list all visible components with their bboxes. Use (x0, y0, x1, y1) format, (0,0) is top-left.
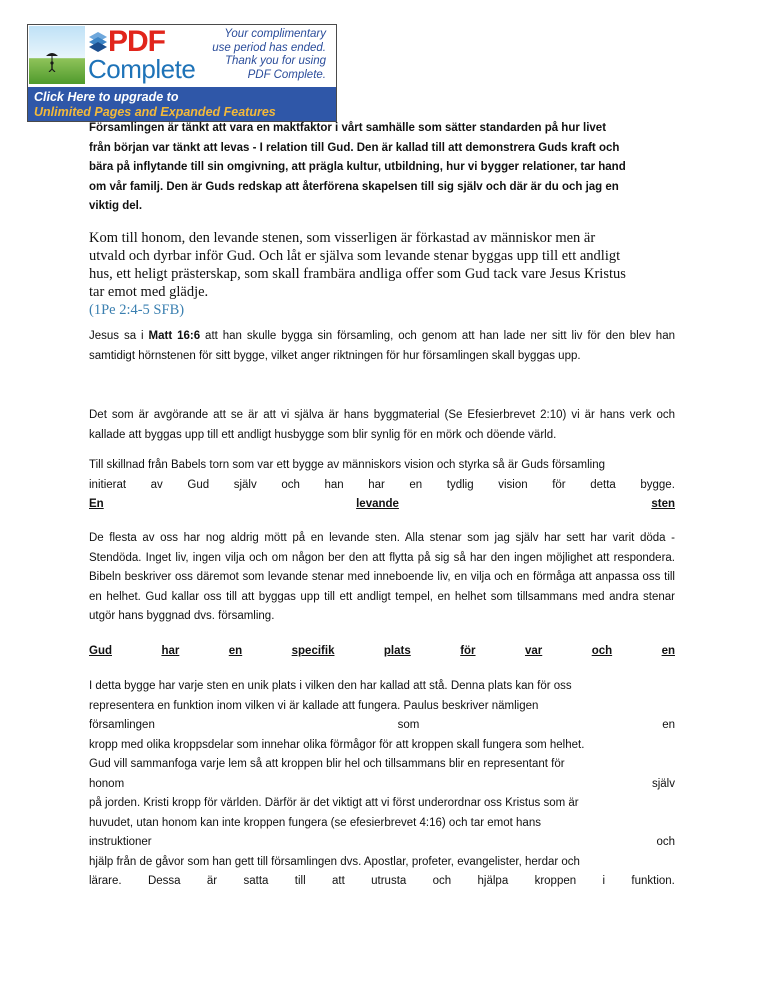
paragraph-levande-stenar: De flesta av oss har nog aldrig mött på en levande sten. Alla stenar som jag själv har sett har varit döda - Stendöda. Inget liv, ingen vilja och om någon ber den att flytta på sig så har den ingen möjlighet att respondera. Bibeln beskriver oss däremot som levande stenar med inneboende liv, en vilja och en förmåga att anpassa oss till en helhet. Gud kallar oss till att byggas upp till ett andligt tempel, en helhet som tillsammans med andra stenar utgör hans byggnad dvs. församling. (89, 532, 675, 622)
word: församlingen (89, 719, 155, 731)
trial-message (186, 28, 326, 82)
word: initierat (89, 478, 127, 491)
word: en (662, 719, 675, 731)
word: är (206, 875, 218, 887)
word: att (331, 875, 345, 887)
para5-line: på jorden. Kristi kropp för världen. Därför är det viktigt att vi först underordnar oss Kristus som är (89, 797, 579, 809)
heading-word: för (460, 645, 476, 657)
paragraph-babels-torn (89, 456, 675, 515)
word: bygge. (640, 478, 675, 491)
intro-line: Församlingen är tänkt att vara en maktfaktor i vårt samhälle som sätter standarden på hur livet (89, 122, 607, 134)
pdf-complete-banner[interactable] (27, 24, 337, 122)
scripture-quote (89, 229, 675, 319)
word: han (324, 478, 344, 491)
paragraph-matt (89, 327, 675, 366)
heading-word: plats (383, 645, 411, 657)
trial-message-line: use period has ended. (212, 41, 326, 54)
para5-line: representera en funktion inom vilken vi är kallade att fungera. Paulus beskriver nämligen (89, 699, 539, 712)
word: själv (651, 777, 675, 790)
para5-line: kropp med olika kroppsdelar som innehar olika förmågor för att kroppen skall fungera som helhet. (89, 738, 585, 751)
heading-levande-sten (89, 495, 675, 515)
word: själv (233, 478, 257, 491)
scripture-reference: (1Pe 2:4-5 SFB) (89, 302, 185, 318)
para5-line: hjälp från de gåvor som han gett till församlingen dvs. Apostlar, profeter, evangelister, herdar och (89, 855, 580, 868)
para1-pre: Jesus sa i (89, 330, 149, 342)
word: för (552, 478, 566, 491)
brand-complete: Complete (88, 54, 196, 84)
heading-word: en (228, 645, 243, 657)
scripture-line: utvald och dyrbar inför Gud. Och låt er själva som levande stenar byggas upp till ett andligt (89, 248, 621, 264)
heading-word: var (524, 645, 543, 657)
intro-line: bära på inflytande till sin omgivning, att prägla kultur, utbildning, hur vi bygger relationer, tar hand (89, 161, 626, 173)
figure-icon (45, 50, 59, 72)
word: honom (89, 777, 125, 790)
pdf-complete-logo-icon (88, 31, 108, 53)
word: och (432, 875, 452, 887)
heading-word: en (661, 645, 675, 657)
banner-top (28, 25, 336, 87)
upgrade-link[interactable] (28, 87, 336, 121)
paragraph-unik-plats (89, 677, 675, 892)
word: hjälpa (477, 875, 509, 887)
word: Gud (187, 478, 210, 491)
scripture-line: tar emot med glädje. (89, 284, 209, 300)
word: tydlig (446, 478, 474, 491)
brand-pdf: PDF (108, 25, 165, 58)
paragraph-byggmaterial: Det som är avgörande att se är att vi själva är hans byggmaterial (Se Efesierbrevet 2:10) vi är hans verk och kallade att byggas upp till ett andligt husbygge som blir synlig för en mörk och döende värld. (89, 409, 675, 441)
word: har (368, 478, 385, 491)
para3-line: Till skillnad från Babels torn som var ett bygge av människors vision och styrka så är Guds församling (89, 459, 606, 471)
para1-post: att han skulle bygga sin församling, och genom att han lade ner sitt liv för den blev han samtidigt hörnstenen för sitt bygge, vilket anger riktningen för hur församlingen skall byggas upp. (89, 330, 675, 362)
heading-word: och (591, 645, 613, 657)
intro-paragraph (89, 119, 675, 217)
scripture-line: hus, ett heligt prästerskap, som skall frambära andliga offer som Gud tack vare Jesus Kristus (89, 266, 626, 282)
heading-word: sten (651, 498, 675, 510)
word: och (281, 478, 300, 491)
para5-line: huvudet, utan honom kan inte kroppen fungera (se efesierbrevet 4:16) och tar emot hans (89, 816, 541, 829)
word: instruktioner (89, 836, 152, 848)
word: funktion. (631, 875, 675, 887)
heading-word: har (161, 645, 180, 657)
heading-word: En (89, 498, 104, 510)
word: vision (498, 478, 528, 491)
para1-bible-ref: Matt 16:6 (148, 330, 201, 342)
intro-line: viktig del. (89, 200, 143, 212)
upgrade-link-line1[interactable]: Click Here to upgrade to (34, 90, 179, 104)
word: kroppen (534, 875, 577, 887)
para5-justified-line (89, 833, 675, 853)
intro-line: om vår familj. Den är Guds redskap att återförena skapelsen till sig själv och där är du och jag en (89, 180, 619, 193)
heading-word: specifik (291, 645, 335, 657)
heading-word: Gud (89, 645, 112, 657)
para5-justified-line (89, 872, 675, 892)
para3-justified-line (89, 476, 675, 496)
trial-message-line: Thank you for using (224, 55, 326, 67)
word: Dessa (147, 875, 181, 887)
word: och (656, 836, 675, 848)
word: utrusta (371, 875, 407, 887)
para5-line: Gud vill sammanfoga varje lem så att kroppen blir hel och tillsammans blir en representant för (89, 758, 565, 770)
heading-word: levande (356, 498, 399, 510)
trial-message-line: PDF Complete. (247, 68, 326, 81)
word: till (294, 875, 306, 887)
para5-justified-line (89, 775, 675, 795)
heading-specifik-plats (89, 642, 675, 662)
word: en (409, 478, 423, 491)
word: av (150, 478, 163, 491)
trial-message-line: Your complimentary (224, 28, 326, 40)
para5-line: I detta bygge har varje sten en unik plats i vilken den har kallad att stå. Denna plats kan för oss (89, 680, 572, 692)
word: som (397, 719, 420, 731)
word: detta (590, 478, 616, 491)
word: lärare. (89, 875, 122, 887)
word: satta (243, 875, 269, 887)
umbrella-man-icon (29, 26, 85, 84)
upgrade-link-line2[interactable]: Unlimited Pages and Expanded Features (34, 105, 276, 119)
para5-justified-line (89, 716, 675, 736)
intro-line: från början var tänkt att levas - I relation till Gud. Den är kallad till att demonstrera Guds kraft och (89, 141, 620, 154)
scripture-line: Kom till honom, den levande stenen, som visserligen är förkastad av människor men är (89, 230, 596, 246)
word: i (602, 875, 606, 887)
